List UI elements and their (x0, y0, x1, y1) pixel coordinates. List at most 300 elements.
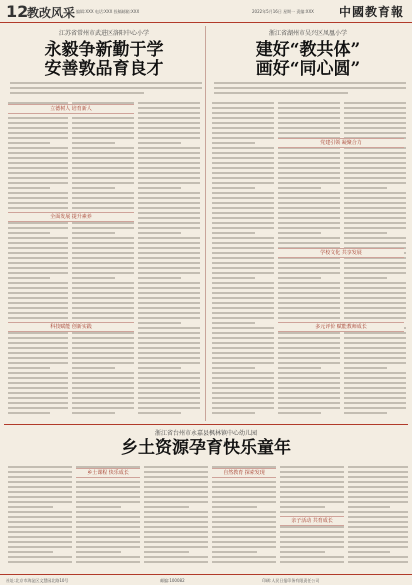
article3-col1 (8, 466, 72, 570)
text-line (72, 402, 134, 404)
article1-header (4, 28, 204, 79)
text-line (138, 172, 200, 174)
text-line (8, 202, 68, 204)
text-line (280, 501, 344, 503)
text-line (212, 392, 274, 394)
text-line (280, 546, 344, 548)
text-line (8, 122, 68, 124)
editor-line: 编辑:XXX 电话:XXX 投稿邮箱:XXX (76, 9, 140, 14)
text-line (72, 257, 134, 259)
text-line (144, 506, 189, 508)
text-line (344, 237, 406, 239)
text-line (344, 167, 406, 169)
text-line (280, 491, 344, 493)
text-line (8, 491, 72, 493)
text-line (72, 332, 134, 334)
text-line (8, 561, 72, 563)
text-line (212, 317, 274, 319)
text-line (280, 561, 344, 563)
text-line (344, 122, 406, 124)
text-line (138, 167, 200, 169)
text-line (138, 342, 200, 344)
article1-col1 (8, 102, 68, 420)
text-line (144, 546, 208, 548)
text-line (212, 372, 274, 374)
text-line (72, 377, 134, 379)
text-line (8, 162, 68, 164)
text-line (72, 302, 134, 304)
article1-title-line2: 安善敦品育良才 (44, 59, 164, 79)
text-line (278, 297, 340, 299)
text-line (344, 402, 406, 404)
text-line (212, 257, 274, 259)
text-line (72, 172, 134, 174)
text-line (212, 227, 274, 229)
text-line (72, 277, 115, 279)
text-line (144, 516, 208, 518)
text-line (138, 357, 200, 359)
text-line (278, 167, 340, 169)
text-line (138, 177, 200, 179)
text-line (212, 117, 274, 119)
text-line (278, 112, 340, 114)
text-line (8, 312, 68, 314)
text-line (138, 407, 200, 409)
text-line (212, 162, 274, 164)
text-line (212, 526, 276, 528)
text-line (138, 192, 200, 194)
text-line (8, 516, 72, 518)
text-line (344, 272, 406, 274)
text-line (212, 307, 274, 309)
text-line (138, 117, 200, 119)
text-line (8, 227, 68, 229)
text-line (348, 531, 408, 533)
text-line (344, 107, 406, 109)
text-line (344, 302, 406, 304)
masthead (0, 0, 412, 23)
text-line (212, 207, 274, 209)
text-line (72, 137, 134, 139)
text-line (348, 481, 408, 483)
text-line (344, 367, 387, 369)
text-line (348, 491, 408, 493)
text-line (138, 157, 200, 159)
text-line (212, 272, 274, 274)
text-line (138, 367, 181, 369)
text-line (212, 412, 255, 414)
text-line (138, 112, 200, 114)
text-line (76, 556, 140, 558)
text-line (344, 307, 406, 309)
text-line (138, 222, 200, 224)
text-line (278, 242, 340, 244)
text-line (138, 232, 181, 234)
text-line (344, 207, 406, 209)
newspaper-logo: 中國教育報 (338, 5, 404, 19)
text-line (344, 232, 387, 234)
text-line (278, 377, 340, 379)
text-line (8, 526, 72, 528)
text-line (278, 272, 340, 274)
text-line (280, 486, 344, 488)
text-line (72, 317, 134, 319)
text-line (344, 127, 406, 129)
text-line (212, 247, 274, 249)
text-line (344, 227, 406, 229)
text-line (72, 187, 115, 189)
text-line (72, 367, 115, 369)
text-line (212, 402, 274, 404)
text-line (138, 252, 200, 254)
text-line (348, 526, 408, 528)
text-line (8, 352, 68, 354)
text-line (8, 187, 50, 189)
text-line (8, 357, 68, 359)
text-line (76, 551, 121, 553)
text-line (138, 412, 181, 414)
article2-col3 (344, 102, 406, 420)
text-line (72, 202, 134, 204)
text-line (8, 192, 68, 194)
text-line (344, 347, 406, 349)
text-line (212, 267, 274, 269)
article2-title-line1: 建好“教共体” (255, 40, 361, 60)
text-line (344, 287, 406, 289)
text-line (212, 177, 274, 179)
text-line (8, 272, 68, 274)
text-line (280, 476, 344, 478)
text-line (8, 237, 68, 239)
text-line (344, 277, 387, 279)
text-line (212, 362, 274, 364)
text-line (212, 262, 274, 264)
text-line (72, 347, 134, 349)
text-line (138, 312, 200, 314)
text-line (72, 282, 134, 284)
text-line (144, 496, 208, 498)
text-line (8, 521, 72, 523)
text-line (138, 267, 200, 269)
text-line (8, 392, 68, 394)
text-line (8, 551, 53, 553)
text-line (8, 402, 68, 404)
text-line (344, 267, 406, 269)
text-line (8, 471, 72, 473)
text-line (72, 167, 134, 169)
text-line (212, 127, 274, 129)
text-line (144, 511, 208, 513)
text-line (8, 382, 68, 384)
text-line (144, 526, 208, 528)
text-line (278, 107, 340, 109)
text-line (76, 561, 140, 563)
text-line (344, 222, 406, 224)
text-line (8, 556, 72, 558)
text-line (212, 152, 274, 154)
text-line (278, 162, 340, 164)
text-line (278, 152, 340, 154)
text-line (344, 157, 406, 159)
text-line (344, 132, 406, 134)
text-line (280, 506, 325, 508)
text-line (138, 147, 200, 149)
text-line (8, 177, 68, 179)
text-line (278, 202, 340, 204)
text-line (72, 382, 134, 384)
text-line (138, 317, 200, 319)
text-line (278, 227, 340, 229)
article2-kicker: 浙江省湖州市吴兴区凤凰小学 (268, 30, 347, 37)
text-line (76, 546, 140, 548)
text-line (344, 352, 406, 354)
text-line (8, 262, 68, 264)
text-line (212, 242, 274, 244)
text-line (344, 182, 406, 184)
text-line (212, 252, 274, 254)
text-line (72, 392, 134, 394)
text-line (72, 242, 134, 244)
text-line (278, 212, 340, 214)
text-line (138, 277, 181, 279)
text-line (76, 541, 140, 543)
text-line (8, 167, 68, 169)
text-line (138, 362, 200, 364)
text-line (8, 157, 68, 159)
text-line (344, 282, 406, 284)
text-line (278, 192, 340, 194)
article1-title-line1: 永毅争新勤于学 (44, 40, 164, 60)
text-line (344, 177, 406, 179)
text-line (212, 357, 274, 359)
text-line (138, 102, 200, 104)
text-line (212, 541, 276, 543)
text-line (280, 536, 344, 538)
article1-kicker: 江苏省常州市武进区洛阳中心小学 (58, 30, 149, 37)
text-line (8, 546, 72, 548)
text-line (8, 486, 72, 488)
text-line (278, 302, 340, 304)
text-line (278, 127, 340, 129)
footer-printer: 印刷:人民日报印务有限责任公司 (262, 578, 320, 583)
text-line (212, 491, 276, 493)
text-line (278, 182, 340, 184)
text-line (138, 107, 200, 109)
text-line (280, 496, 344, 498)
text-line (72, 362, 134, 364)
text-line (72, 117, 134, 119)
text-line (212, 107, 274, 109)
text-line (144, 521, 208, 523)
text-line (344, 152, 406, 154)
text-line (76, 516, 140, 518)
text-line (212, 222, 274, 224)
text-line (72, 232, 115, 234)
text-line (8, 332, 68, 334)
text-line (8, 476, 72, 478)
text-line (344, 407, 406, 409)
text-line (8, 117, 68, 119)
text-line (138, 257, 200, 259)
text-line (278, 237, 340, 239)
article3-title: 乡土资源孕育快乐童年 (121, 438, 291, 458)
footer-postcode: 邮编:100082 (160, 578, 185, 583)
date-line: 2022年5月16日 星期一 责编:XXX (252, 9, 314, 14)
text-line (72, 222, 134, 224)
article3-subhead-3: 亲子活动 共育成长 (280, 516, 344, 526)
text-line (344, 412, 387, 414)
text-line (280, 511, 344, 513)
text-line (348, 516, 408, 518)
text-line (212, 521, 276, 523)
text-line (72, 287, 134, 289)
text-line (278, 232, 321, 234)
text-line (138, 207, 200, 209)
text-line (348, 556, 408, 558)
text-line (8, 137, 68, 139)
text-line (280, 541, 344, 543)
text-line (212, 337, 274, 339)
text-line (72, 307, 134, 309)
text-line (344, 337, 406, 339)
text-line (212, 157, 274, 159)
text-line (278, 342, 340, 344)
text-line (72, 262, 134, 264)
text-line (212, 551, 257, 553)
text-line (344, 262, 406, 264)
text-line (76, 526, 140, 528)
text-line (8, 292, 68, 294)
text-line (212, 312, 274, 314)
text-line (212, 536, 276, 538)
text-line (72, 407, 134, 409)
text-line (138, 132, 200, 134)
text-line (72, 177, 134, 179)
text-line (72, 372, 134, 374)
text-line (72, 132, 134, 134)
text-line (212, 277, 255, 279)
text-line (212, 377, 274, 379)
article3-subhead-2: 自然教育 探索发现 (212, 468, 276, 478)
text-line (278, 367, 321, 369)
text-line (212, 187, 255, 189)
text-line (344, 187, 387, 189)
text-line (280, 531, 344, 533)
text-line (348, 466, 408, 468)
text-line (278, 307, 340, 309)
text-line (278, 387, 340, 389)
text-line (344, 192, 406, 194)
text-line (138, 242, 200, 244)
article1-lead (10, 82, 202, 97)
text-line (138, 282, 200, 284)
text-line (348, 541, 408, 543)
text-line (344, 312, 406, 314)
text-line (76, 506, 121, 508)
text-line (278, 207, 340, 209)
text-line (72, 142, 115, 144)
text-line (72, 397, 134, 399)
text-line (278, 172, 340, 174)
vertical-divider (205, 26, 206, 421)
text-line (8, 337, 68, 339)
text-line (8, 412, 50, 414)
text-line (138, 302, 200, 304)
text-line (8, 242, 68, 244)
text-line (144, 481, 208, 483)
text-line (344, 392, 406, 394)
text-line (278, 157, 340, 159)
text-line (144, 501, 208, 503)
text-line (8, 536, 72, 538)
text-line (212, 112, 274, 114)
text-line (212, 287, 274, 289)
text-line (76, 531, 140, 533)
text-line (8, 397, 68, 399)
text-line (72, 357, 134, 359)
text-line (344, 162, 406, 164)
text-line (348, 486, 408, 488)
text-line (278, 187, 321, 189)
text-line (8, 466, 72, 468)
article1-subhead-1: 立德树人 培育新人 (8, 104, 134, 114)
footer (0, 574, 412, 585)
text-line (212, 367, 255, 369)
text-line (348, 511, 408, 513)
article2-header (208, 28, 408, 79)
text-line (76, 496, 140, 498)
text-line (138, 307, 200, 309)
text-line (138, 122, 200, 124)
text-line (72, 352, 134, 354)
text-line (348, 471, 408, 473)
text-line (138, 377, 200, 379)
text-line (344, 197, 406, 199)
text-line (8, 182, 68, 184)
text-line (278, 317, 340, 319)
text-line (278, 292, 340, 294)
text-line (278, 372, 340, 374)
text-line (138, 332, 200, 334)
text-line (138, 142, 181, 144)
text-line (212, 481, 276, 483)
text-line (76, 491, 140, 493)
text-line (8, 267, 68, 269)
text-line (72, 272, 134, 274)
text-line (344, 112, 406, 114)
text-line (212, 292, 274, 294)
text-line (138, 327, 200, 329)
text-line (344, 397, 406, 399)
text-line (212, 327, 274, 329)
text-line (8, 222, 68, 224)
text-line (212, 302, 274, 304)
footer-address: 社址:北京市海淀区文慧园北路10号 (6, 578, 69, 583)
section-rule (4, 424, 408, 425)
text-line (278, 397, 340, 399)
text-line (212, 332, 274, 334)
page-number: 12 (6, 2, 29, 21)
article2-col2 (278, 102, 340, 420)
text-line (8, 496, 72, 498)
text-line (138, 247, 200, 249)
text-line (212, 511, 276, 513)
text-line (278, 117, 340, 119)
text-line (212, 147, 274, 149)
text-line (144, 541, 208, 543)
text-line (278, 282, 340, 284)
text-line (72, 147, 134, 149)
